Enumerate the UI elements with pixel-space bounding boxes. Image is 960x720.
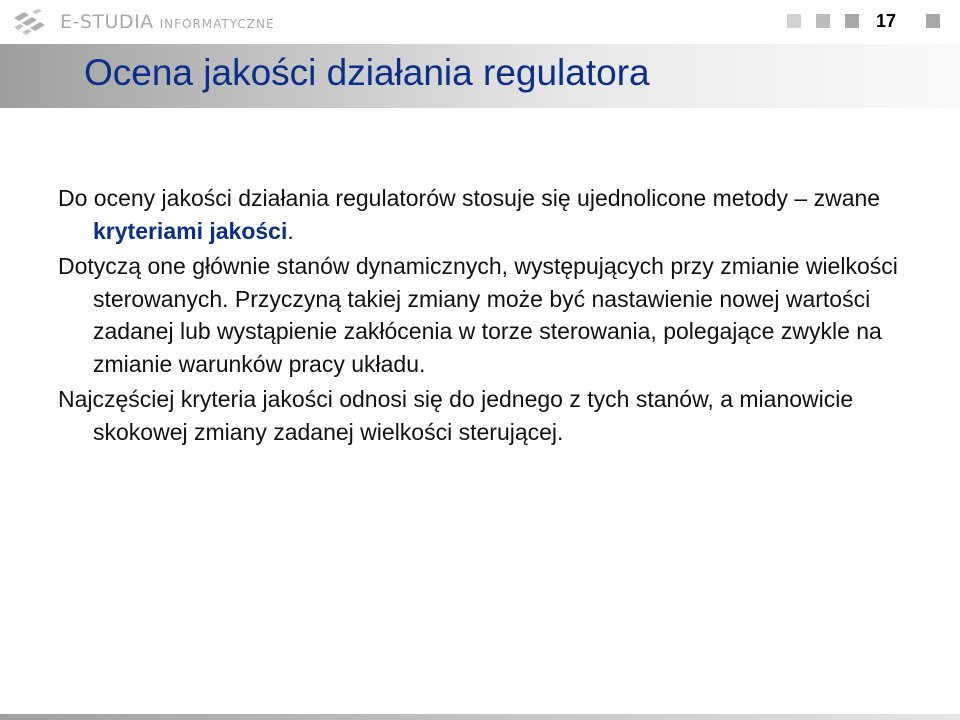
footer-band: [0, 714, 960, 720]
logo-icon: [10, 6, 50, 38]
logo-text-sub: INFORMATYCZNE: [159, 17, 275, 31]
logo-text-main: E-STUDIA: [60, 11, 154, 33]
logo: [10, 6, 275, 38]
nav-square-4[interactable]: [926, 14, 940, 28]
paragraph-1-end: .: [287, 217, 294, 244]
paragraph-1-text: Do oceny jakości działania regulatorów stosuje się ujednolicone metody – zwane: [58, 185, 881, 211]
nav-square-3[interactable]: [845, 14, 859, 28]
highlighted-term: kryteriami jakości: [93, 217, 288, 244]
slide-number: 17: [876, 11, 897, 31]
slide-content: [58, 182, 928, 451]
logo-text: [60, 11, 275, 33]
slide-title: Ocena jakości działania regulatora: [84, 52, 650, 93]
paragraph-1: [58, 182, 928, 247]
nav-square-1[interactable]: [787, 14, 801, 28]
nav-square-2[interactable]: [816, 14, 830, 28]
paragraph-3: Najczęściej kryteria jakości odnosi się do jednego z tych stanów, a mianowicie skokowej zmiany zadanej wielkości sterującej.: [58, 386, 854, 445]
paragraph-2: Dotyczą one głównie stanów dynamicznych, występujących przy zmianie wielkości sterowanych. Przyczyną takiej zmiany może być nastawienie nowej wartości zadanej lub wystąpienie zakłócenia w torze sterowania, polegające zwykle na zmianie warunków pracy układu.: [58, 253, 898, 377]
